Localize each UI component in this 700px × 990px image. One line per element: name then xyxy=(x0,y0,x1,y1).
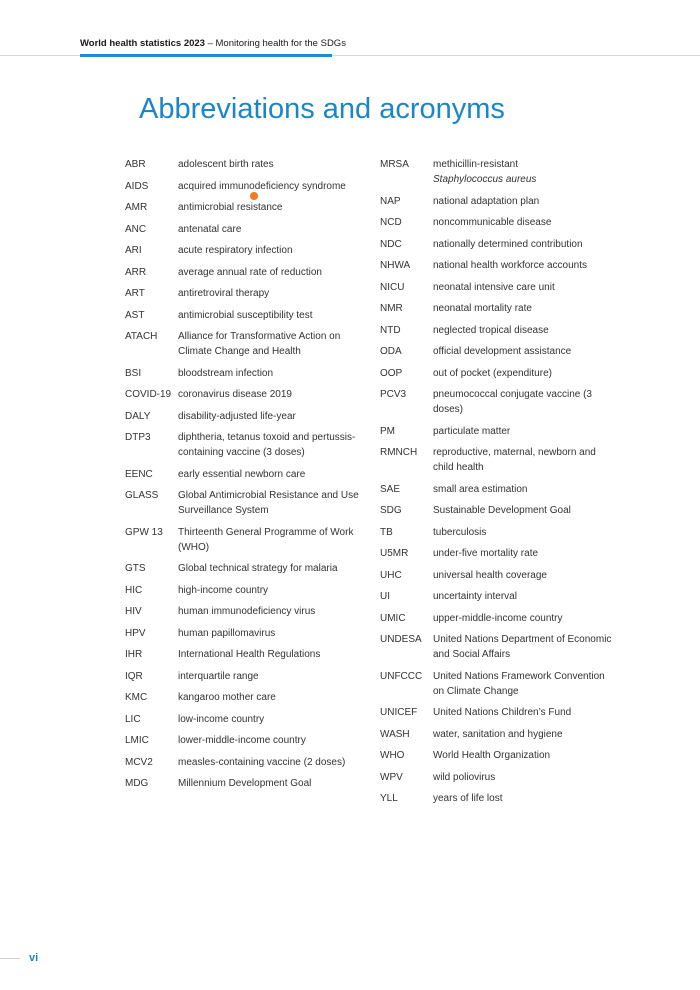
abbreviation-definition: diphtheria, tetanus toxoid and pertussis-containing vaccine (3 doses) xyxy=(178,432,356,458)
abbreviation-term: HIC xyxy=(125,584,143,596)
page-number: vi xyxy=(29,952,39,964)
abbreviation-definition: United Nations Children’s Fund xyxy=(433,707,572,718)
abbreviation-definition: national adaptation plan xyxy=(433,195,540,207)
page-title: Abbreviations and acronyms xyxy=(139,93,505,125)
abbreviation-entry xyxy=(380,280,615,295)
abbreviation-term: TB xyxy=(380,526,393,538)
abbreviation-term: MDG xyxy=(125,778,149,789)
definition-text: methicillin-resistant xyxy=(433,159,519,170)
abbreviation-entry xyxy=(380,366,615,381)
abbreviation-entry xyxy=(125,626,360,641)
abbreviation-entry xyxy=(380,445,615,475)
abbreviation-definition: acquired immunodeficiency syndrome xyxy=(178,180,346,192)
abbreviation-term: NTD xyxy=(380,324,401,336)
abbreviation-term: COVID-19 xyxy=(125,389,172,400)
abbreviation-term: ATACH xyxy=(125,331,158,342)
abbreviation-entry xyxy=(125,222,360,237)
abbreviation-entry xyxy=(380,301,615,316)
abbreviation-term: UNDESA xyxy=(380,634,422,645)
abbreviation-entry xyxy=(380,424,615,439)
abbreviation-term: UI xyxy=(380,591,390,602)
abbreviations-right-column xyxy=(380,157,615,813)
running-header xyxy=(80,38,346,49)
abbreviation-definition: out of pocket (expenditure) xyxy=(433,367,552,379)
abbreviation-term: NICU xyxy=(380,281,405,293)
abbreviation-definition: human papillomavirus xyxy=(178,627,276,639)
abbreviation-definition: neglected tropical disease xyxy=(433,324,549,336)
abbreviation-definition xyxy=(433,157,615,187)
abbreviation-definition: years of life lost xyxy=(433,793,503,804)
abbreviation-entry xyxy=(125,525,360,555)
abbreviation-entry xyxy=(125,755,360,770)
abbreviation-entry xyxy=(125,200,360,215)
abbreviation-definition: pneumococcal conjugate vaccine (3 doses) xyxy=(433,389,592,415)
abbreviation-definition: early essential newborn care xyxy=(178,468,306,480)
abbreviation-entry xyxy=(125,712,360,727)
abbreviation-term: IQR xyxy=(125,670,143,682)
abbreviation-definition: uncertainty interval xyxy=(433,591,517,602)
abbreviation-term: KMC xyxy=(125,692,148,703)
abbreviation-definition: Global Antimicrobial Resistance and Use Surveillance System xyxy=(178,490,359,516)
abbreviation-entry xyxy=(380,323,615,338)
abbreviation-entry xyxy=(125,604,360,619)
header-title: World health statistics 2023 xyxy=(80,38,205,49)
abbreviation-term: GTS xyxy=(125,563,146,574)
abbreviation-entry xyxy=(125,409,360,424)
abbreviation-entry xyxy=(380,727,615,742)
abbreviation-term: SAE xyxy=(380,483,401,495)
abbreviation-entry xyxy=(380,791,615,806)
abbreviation-term: HIV xyxy=(125,606,142,617)
abbreviation-entry xyxy=(125,179,360,194)
abbreviation-entry xyxy=(125,157,360,172)
abbreviation-entry xyxy=(380,632,615,662)
header-accent-bar xyxy=(80,54,332,57)
abbreviation-definition: average annual rate of reduction xyxy=(178,266,322,278)
abbreviation-entry xyxy=(380,237,615,252)
abbreviation-entry xyxy=(380,589,615,604)
abbreviation-term: NDC xyxy=(380,238,402,250)
abbreviation-term: BSI xyxy=(125,367,142,379)
abbreviation-entry xyxy=(125,690,360,705)
abbreviations-left-column xyxy=(125,157,360,798)
abbreviation-term: ANC xyxy=(125,223,147,235)
abbreviation-entry xyxy=(125,647,360,662)
abbreviation-term: RMNCH xyxy=(380,447,418,458)
abbreviation-term: NMR xyxy=(380,303,403,314)
abbreviation-definition: human immunodeficiency virus xyxy=(178,606,316,617)
abbreviation-entry xyxy=(380,748,615,763)
abbreviation-term: YLL xyxy=(380,793,398,804)
abbreviation-definition: particulate matter xyxy=(433,425,511,437)
abbreviation-entry xyxy=(380,770,615,785)
abbreviation-term: ARR xyxy=(125,266,147,278)
abbreviation-definition: antimicrobial resistance xyxy=(178,202,283,213)
abbreviation-definition: under-five mortality rate xyxy=(433,548,539,559)
abbreviation-term: AMR xyxy=(125,202,148,213)
abbreviation-entry xyxy=(125,467,360,482)
footer-rule xyxy=(0,958,20,959)
abbreviation-definition: United Nations Framework Convention on Climate Change xyxy=(433,670,605,697)
abbreviation-definition: Thirteenth General Programme of Work (WHO) xyxy=(178,526,354,553)
abbreviation-definition: neonatal intensive care unit xyxy=(433,281,555,293)
abbreviation-term: MRSA xyxy=(380,159,409,170)
abbreviation-term: UNFCCC xyxy=(380,670,423,682)
abbreviation-definition: antimicrobial susceptibility test xyxy=(178,309,313,321)
abbreviation-definition: water, sanitation and hygiene xyxy=(433,728,563,740)
abbreviation-definition: bloodstream infection xyxy=(178,367,274,379)
abbreviation-definition: Alliance for Transformative Action on Climate Change and Health xyxy=(178,331,341,357)
abbreviation-term: ODA xyxy=(380,346,402,357)
abbreviation-definition: nationally determined contribution xyxy=(433,238,583,250)
abbreviation-entry xyxy=(125,308,360,323)
abbreviation-definition: acute respiratory infection xyxy=(178,245,293,256)
abbreviation-term: ABR xyxy=(125,159,146,170)
abbreviation-entry xyxy=(125,366,360,381)
abbreviation-definition: disability-adjusted life-year xyxy=(178,410,296,422)
abbreviation-definition: interquartile range xyxy=(178,670,259,682)
abbreviation-term: AIDS xyxy=(125,180,149,192)
abbreviation-definition: measles-containing vaccine (2 doses) xyxy=(178,756,346,768)
abbreviation-definition: universal health coverage xyxy=(433,569,547,581)
abbreviation-term: ART xyxy=(125,288,145,299)
abbreviation-term: LIC xyxy=(125,713,141,725)
abbreviation-entry xyxy=(380,525,615,540)
abbreviation-definition: kangaroo mother care xyxy=(178,692,276,703)
abbreviation-term: WPV xyxy=(380,771,403,783)
abbreviation-definition: reproductive, maternal, newborn and child health xyxy=(433,447,596,473)
abbreviation-definition: Millennium Development Goal xyxy=(178,778,312,789)
abbreviation-entry xyxy=(380,344,615,359)
abbreviation-term: GPW 13 xyxy=(125,526,163,538)
abbreviation-entry xyxy=(380,194,615,209)
abbreviation-entry xyxy=(380,482,615,497)
abbreviation-entry xyxy=(380,215,615,230)
abbreviation-term: NHWA xyxy=(380,260,411,271)
abbreviation-entry xyxy=(380,546,615,561)
abbreviation-entry xyxy=(125,265,360,280)
abbreviation-definition: upper-middle-income country xyxy=(433,612,563,624)
abbreviation-definition: lower-middle-income country xyxy=(178,735,306,746)
abbreviation-term: ARI xyxy=(125,245,142,256)
abbreviation-entry xyxy=(125,561,360,576)
abbreviation-definition: adolescent birth rates xyxy=(178,159,274,170)
abbreviation-term: LMIC xyxy=(125,735,149,746)
abbreviation-term: MCV2 xyxy=(125,756,153,768)
abbreviation-entry xyxy=(380,387,615,417)
abbreviation-definition: national health workforce accounts xyxy=(433,260,587,271)
abbreviation-term: GLASS xyxy=(125,490,159,501)
abbreviation-term: WHO xyxy=(380,750,405,761)
abbreviation-term: U5MR xyxy=(380,548,409,559)
abbreviation-entry xyxy=(380,611,615,626)
abbreviation-definition: neonatal mortality rate xyxy=(433,303,532,314)
abbreviation-definition: World Health Organization xyxy=(433,750,551,761)
abbreviation-entry xyxy=(380,669,615,699)
abbreviation-definition: antiretroviral therapy xyxy=(178,288,270,299)
abbreviation-term: HPV xyxy=(125,627,146,639)
abbreviation-entry xyxy=(380,157,615,187)
abbreviation-entry xyxy=(125,286,360,301)
abbreviation-entry xyxy=(125,243,360,258)
abbreviation-entry xyxy=(125,583,360,598)
abbreviation-entry xyxy=(125,733,360,748)
abbreviation-definition: United Nations Department of Economic and Social Affairs xyxy=(433,634,612,660)
abbreviation-entry xyxy=(125,488,360,518)
abbreviation-definition: Sustainable Development Goal xyxy=(433,505,571,516)
abbreviation-term: NCD xyxy=(380,217,402,228)
abbreviation-entry xyxy=(125,669,360,684)
abbreviation-definition: tuberculosis xyxy=(433,526,487,538)
abbreviation-term: OOP xyxy=(380,367,403,379)
abbreviation-term: UHC xyxy=(380,569,402,581)
abbreviation-definition: Global technical strategy for malaria xyxy=(178,563,338,574)
abbreviation-term: WASH xyxy=(380,728,410,740)
abbreviation-term: UNICEF xyxy=(380,707,418,718)
abbreviation-term: DTP3 xyxy=(125,432,151,443)
abbreviation-entry xyxy=(125,329,360,359)
abbreviation-definition: low-income country xyxy=(178,713,265,725)
abbreviation-entry xyxy=(380,258,615,273)
abbreviation-term: AST xyxy=(125,309,145,321)
abbreviation-definition: wild poliovirus xyxy=(433,771,496,783)
abbreviation-definition: International Health Regulations xyxy=(178,649,321,660)
abbreviation-definition: noncommunicable disease xyxy=(433,217,552,228)
header-subtitle: – Monitoring health for the SDGs xyxy=(204,38,346,49)
abbreviation-entry xyxy=(125,776,360,791)
abbreviation-definition: small area estimation xyxy=(433,483,528,495)
abbreviation-term: NAP xyxy=(380,195,401,207)
abbreviation-definition: high-income country xyxy=(178,584,269,596)
abbreviation-term: DALY xyxy=(125,410,151,422)
abbreviation-term: PM xyxy=(380,425,395,437)
abbreviation-term: SDG xyxy=(380,505,402,516)
abbreviation-definition: official development assistance xyxy=(433,346,572,357)
abbreviation-term: EENC xyxy=(125,468,153,480)
abbreviation-definition: coronavirus disease 2019 xyxy=(178,389,292,400)
abbreviation-entry xyxy=(125,387,360,402)
abbreviation-term: PCV3 xyxy=(380,389,407,400)
abbreviation-term: IHR xyxy=(125,649,143,660)
abbreviation-term: UMIC xyxy=(380,612,406,624)
abbreviation-entry xyxy=(380,705,615,720)
abbreviation-definition: antenatal care xyxy=(178,223,242,235)
abbreviation-entry xyxy=(125,430,360,460)
definition-italic-text: Staphylococcus aureus xyxy=(433,174,537,185)
abbreviation-entry xyxy=(380,568,615,583)
abbreviation-entry xyxy=(380,503,615,518)
